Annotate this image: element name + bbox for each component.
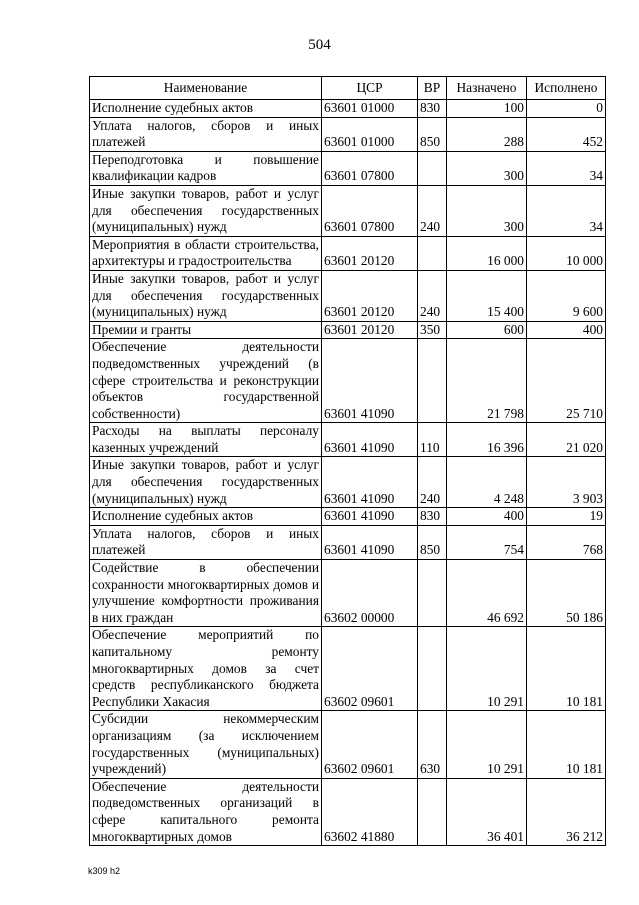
header-name: Наименование bbox=[90, 77, 322, 100]
table-row bbox=[90, 100, 606, 118]
table-row bbox=[90, 151, 606, 185]
row-name: Исполнение судебных актов bbox=[90, 508, 322, 526]
row-csr: 63601 41090 bbox=[322, 457, 418, 508]
table-row bbox=[90, 778, 606, 845]
row-name: Обеспечение деятельности подведомственных учреждений (в сфере строительства и реконструкции объектов государственной собственности) bbox=[90, 339, 322, 423]
row-csr: 63601 41090 bbox=[322, 423, 418, 457]
row-assigned: 16 396 bbox=[447, 423, 527, 457]
row-csr: 63602 09601 bbox=[322, 627, 418, 711]
row-name: Субсидии некоммерческим организациям (за исключением государственных (муниципальных) учреждений) bbox=[90, 711, 322, 778]
row-csr: 63602 00000 bbox=[322, 560, 418, 627]
row-vr bbox=[418, 151, 447, 185]
table-row bbox=[90, 711, 606, 778]
row-assigned: 46 692 bbox=[447, 560, 527, 627]
row-executed: 9 600 bbox=[527, 270, 606, 321]
table-row bbox=[90, 525, 606, 559]
table-row bbox=[90, 339, 606, 423]
row-vr: 630 bbox=[418, 711, 447, 778]
row-name: Иные закупки товаров, работ и услуг для обеспечения государственных (муниципальных) нужд bbox=[90, 270, 322, 321]
row-assigned: 100 bbox=[447, 100, 527, 118]
table-row bbox=[90, 270, 606, 321]
row-name: Уплата налогов, сборов и иных платежей bbox=[90, 117, 322, 151]
row-assigned: 400 bbox=[447, 508, 527, 526]
row-name: Обеспечение деятельности подведомственных организаций в сфере капитального ремонта многоквартирных домов bbox=[90, 778, 322, 845]
row-executed: 34 bbox=[527, 151, 606, 185]
row-name: Премии и гранты bbox=[90, 321, 322, 339]
row-vr: 830 bbox=[418, 100, 447, 118]
row-vr: 830 bbox=[418, 508, 447, 526]
row-name: Содействие в обеспечении сохранности многоквартирных домов и улучшение комфортности проживания в них граждан bbox=[90, 560, 322, 627]
header-vr: ВР bbox=[418, 77, 447, 100]
row-name: Иные закупки товаров, работ и услуг для обеспечения государственных (муниципальных) нужд bbox=[90, 185, 322, 236]
row-executed: 0 bbox=[527, 100, 606, 118]
row-vr: 240 bbox=[418, 457, 447, 508]
page-number: 504 bbox=[308, 37, 331, 53]
row-vr: 240 bbox=[418, 185, 447, 236]
table-row bbox=[90, 236, 606, 270]
row-name: Расходы на выплаты персоналу казенных учреждений bbox=[90, 423, 322, 457]
table-row bbox=[90, 423, 606, 457]
header-assigned: Назначено bbox=[447, 77, 527, 100]
row-csr: 63601 07800 bbox=[322, 151, 418, 185]
row-vr bbox=[418, 627, 447, 711]
row-name: Обеспечение мероприятий по капитальному ремонту многоквартирных домов за счет средств республиканского бюджета Республики Хакасия bbox=[90, 627, 322, 711]
row-assigned: 754 bbox=[447, 525, 527, 559]
row-assigned: 4 248 bbox=[447, 457, 527, 508]
table-row bbox=[90, 457, 606, 508]
table-row bbox=[90, 508, 606, 526]
row-executed: 19 bbox=[527, 508, 606, 526]
table-row bbox=[90, 117, 606, 151]
row-executed: 400 bbox=[527, 321, 606, 339]
row-vr bbox=[418, 778, 447, 845]
row-assigned: 300 bbox=[447, 185, 527, 236]
row-name: Исполнение судебных актов bbox=[90, 100, 322, 118]
row-executed: 10 181 bbox=[527, 711, 606, 778]
row-executed: 768 bbox=[527, 525, 606, 559]
row-executed: 452 bbox=[527, 117, 606, 151]
row-csr: 63601 01000 bbox=[322, 117, 418, 151]
row-assigned: 21 798 bbox=[447, 339, 527, 423]
row-assigned: 10 291 bbox=[447, 711, 527, 778]
budget-table bbox=[89, 76, 606, 846]
row-executed: 50 186 bbox=[527, 560, 606, 627]
row-vr bbox=[418, 236, 447, 270]
row-vr: 350 bbox=[418, 321, 447, 339]
row-csr: 63601 41090 bbox=[322, 525, 418, 559]
row-csr: 63601 20120 bbox=[322, 236, 418, 270]
row-assigned: 300 bbox=[447, 151, 527, 185]
table-row bbox=[90, 560, 606, 627]
row-name: Уплата налогов, сборов и иных платежей bbox=[90, 525, 322, 559]
row-vr bbox=[418, 560, 447, 627]
row-csr: 63601 41090 bbox=[322, 508, 418, 526]
row-assigned: 36 401 bbox=[447, 778, 527, 845]
row-assigned: 16 000 bbox=[447, 236, 527, 270]
row-csr: 63601 07800 bbox=[322, 185, 418, 236]
table-header-row bbox=[90, 77, 606, 100]
row-executed: 21 020 bbox=[527, 423, 606, 457]
row-vr: 850 bbox=[418, 117, 447, 151]
row-vr: 110 bbox=[418, 423, 447, 457]
row-name: Иные закупки товаров, работ и услуг для обеспечения государственных (муниципальных) нужд bbox=[90, 457, 322, 508]
header-executed: Исполнено bbox=[527, 77, 606, 100]
row-name: Переподготовка и повышение квалификации кадров bbox=[90, 151, 322, 185]
table-row bbox=[90, 321, 606, 339]
table-row bbox=[90, 627, 606, 711]
row-csr: 63602 41880 bbox=[322, 778, 418, 845]
row-executed: 10 000 bbox=[527, 236, 606, 270]
row-csr: 63601 41090 bbox=[322, 339, 418, 423]
row-name: Мероприятия в области строительства, архитектуры и градостроительства bbox=[90, 236, 322, 270]
table-row bbox=[90, 185, 606, 236]
header-csr: ЦСР bbox=[322, 77, 418, 100]
row-csr: 63601 01000 bbox=[322, 100, 418, 118]
row-assigned: 15 400 bbox=[447, 270, 527, 321]
footer-code: k309 h2 bbox=[88, 866, 121, 876]
row-csr: 63601 20120 bbox=[322, 270, 418, 321]
row-vr bbox=[418, 339, 447, 423]
row-csr: 63602 09601 bbox=[322, 711, 418, 778]
row-csr: 63601 20120 bbox=[322, 321, 418, 339]
row-executed: 36 212 bbox=[527, 778, 606, 845]
row-assigned: 600 bbox=[447, 321, 527, 339]
row-assigned: 288 bbox=[447, 117, 527, 151]
row-vr: 240 bbox=[418, 270, 447, 321]
row-executed: 25 710 bbox=[527, 339, 606, 423]
row-executed: 34 bbox=[527, 185, 606, 236]
row-assigned: 10 291 bbox=[447, 627, 527, 711]
row-executed: 3 903 bbox=[527, 457, 606, 508]
row-executed: 10 181 bbox=[527, 627, 606, 711]
row-vr: 850 bbox=[418, 525, 447, 559]
